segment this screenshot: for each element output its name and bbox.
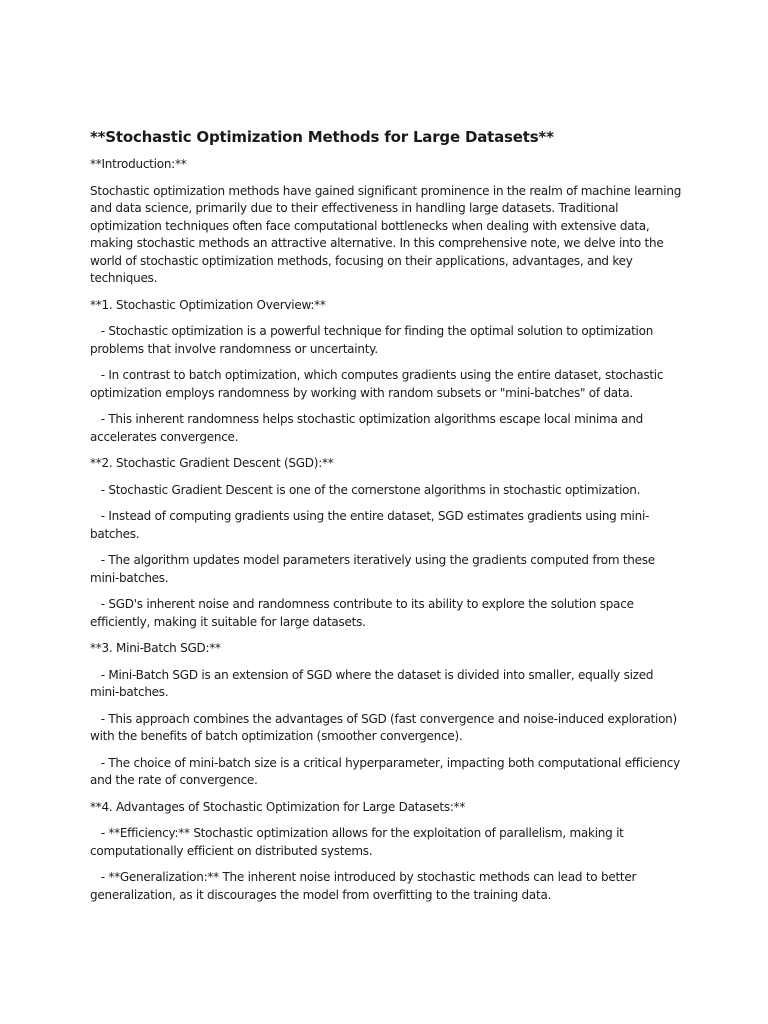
list-item: - This inherent randomness helps stochastic optimization algorithms escape local minima and accelerates convergence. [90, 412, 647, 444]
list-item: - This approach combines the advantages of SGD (fast convergence and noise-induced exploration) with the benefits of batch optimization (smoother convergence). [90, 711, 681, 743]
section-heading-sgd: **2. Stochastic Gradient Descent (SGD):** [90, 456, 334, 470]
list-item: - Stochastic optimization is a powerful technique for finding the optimal solution to optimization problems that involve randomness or uncertainty. [90, 324, 657, 356]
list-item: - The choice of mini-batch size is a critical hyperparameter, impacting both computational efficiency and the rate of convergence. [90, 755, 684, 787]
section-heading-overview: **1. Stochastic Optimization Overview:** [90, 297, 326, 312]
list-item: - The algorithm updates model parameters iteratively using the gradients computed from these mini-batches. [90, 553, 659, 585]
section-heading-advantages: **4. Advantages of Stochastic Optimization for Large Datasets:** [90, 799, 466, 814]
list-item: - SGD's inherent noise and randomness contribute to its ability to explore the solution space efficiently, making it suitable for large datasets. [90, 597, 638, 629]
list-item: - Mini-Batch SGD is an extension of SGD where the dataset is divided into smaller, equally sized mini-batches. [90, 667, 657, 699]
document-title: **Stochastic Optimization Methods for Large Datasets** [90, 128, 554, 146]
list-item: - In contrast to batch optimization, which computes gradients using the entire dataset, stochastic optimization employs randomness by working with random subsets or "mini-batches" of data. [90, 368, 667, 400]
list-item: - **Generalization:** The inherent noise introduced by stochastic methods can lead to better generalization, as it discourages the model from overfitting to the training data. [90, 870, 640, 902]
list-item: - Stochastic Gradient Descent is one of the cornerstone algorithms in stochastic optimization. [90, 482, 641, 497]
paragraph-introduction-body: Stochastic optimization methods have gained significant prominence in the realm of machine learning and data science, primarily due to their effectiveness in handling large datasets. Traditional optimization techniques often face computational bottlenecks when dealing with extensive data, making stochastic methods an attractive alternative. In this comprehensive note, we delve into the world of stochastic optimization methods, focusing on their applications, advantages, and key techniques. [90, 183, 685, 285]
section-heading-mini-batch: **3. Mini-Batch SGD:** [90, 641, 221, 655]
list-item: - **Efficiency:** Stochastic optimization allows for the exploitation of parallelism, making it computationally efficient on distributed systems. [90, 826, 628, 858]
paragraph-introduction-heading: **Introduction:** [90, 157, 187, 171]
list-item: - Instead of computing gradients using the entire dataset, SGD estimates gradients using mini-batches. [90, 509, 650, 541]
document-page [90, 127, 684, 913]
